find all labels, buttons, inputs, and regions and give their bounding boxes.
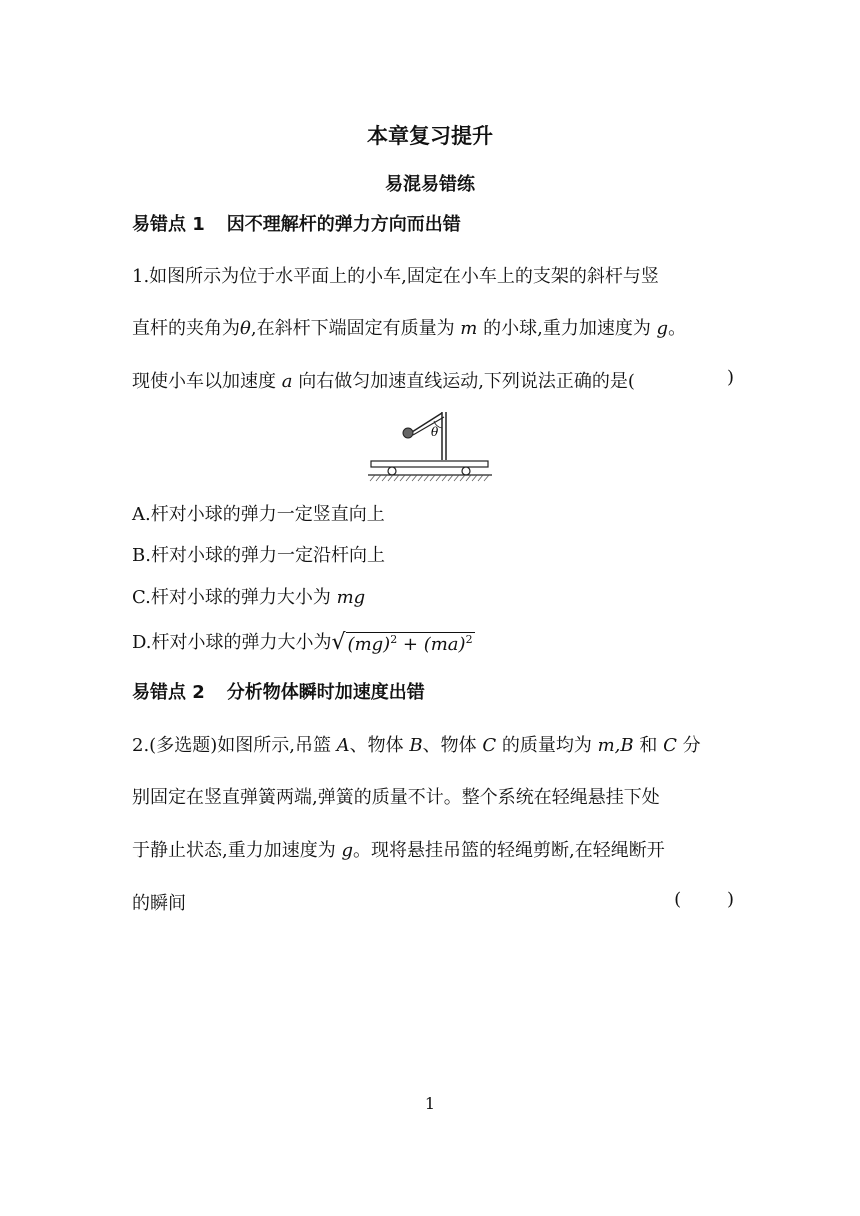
wheel-icon <box>388 467 396 475</box>
q1-text: 。 <box>668 318 687 339</box>
q2-text: 。现将悬挂吊篮的轻绳剪断,在轻绳断开 <box>352 840 665 861</box>
ball-icon <box>403 428 413 438</box>
cart-body <box>371 461 488 467</box>
error-point-2-title: 分析物体瞬时加速度出错 <box>226 682 425 703</box>
q1-option-d <box>132 628 475 655</box>
q1-option-c-math: mg <box>336 587 366 608</box>
q1-text: 的小球,重力加速度为 <box>477 318 657 339</box>
exponent-2: 2 <box>465 632 473 646</box>
q2-text: 于静止状态,重力加速度为 <box>132 840 342 861</box>
q1-option-c <box>132 583 365 609</box>
wheel-icon <box>462 467 470 475</box>
q2-text: 分 <box>676 735 701 756</box>
sqrt-expression <box>331 629 475 655</box>
q1-answer-paren-close: ) <box>726 367 734 388</box>
ground-hatching <box>370 475 489 481</box>
section-subtitle: 易混易错练 <box>385 174 475 195</box>
mass-b-symbol: m,B <box>597 735 634 756</box>
theta-symbol: θ <box>240 318 251 339</box>
q1-option-a: A.杆对小球的弹力一定竖直向上 <box>132 504 385 525</box>
mass-symbol: m <box>460 318 478 339</box>
object-c-symbol: C <box>663 735 677 756</box>
q1-text: ,在斜杆下端固定有质量为 <box>250 318 461 339</box>
error-point-2-heading <box>132 678 425 704</box>
q2-text: 、物体 <box>349 735 410 756</box>
q2-line-2: 别固定在竖直弹簧两端,弹簧的质量不计。整个系统在轻绳悬挂下处 <box>132 787 660 808</box>
radical-icon: √ <box>331 629 346 655</box>
page-number: 1 <box>424 1094 436 1113</box>
gravity-symbol: g <box>341 840 353 861</box>
q1-text: 现使小车以加速度 <box>132 371 282 392</box>
q1-option-c-text: C.杆对小球的弹力大小为 <box>132 587 337 608</box>
q1-line-3 <box>132 367 736 393</box>
q2-answer-paren: ( ) <box>674 889 734 910</box>
exponent-1: 2 <box>390 632 398 646</box>
q2-text: 2.(多选题)如图所示,吊篮 <box>132 735 337 756</box>
object-b-symbol: B <box>409 735 423 756</box>
radicand <box>346 632 475 655</box>
gravity-symbol: g <box>656 318 669 339</box>
q2-line-4: 的瞬间 <box>132 893 186 914</box>
error-point-1-title: 因不理解杆的弹力方向而出错 <box>226 214 461 235</box>
basket-symbol: A <box>336 735 350 756</box>
q1-line-2 <box>132 314 736 340</box>
chapter-title: 本章复习提升 <box>367 124 493 148</box>
cart-rod-ball-figure <box>368 408 492 484</box>
q2-line-1 <box>132 731 736 757</box>
error-point-1-heading <box>132 210 461 236</box>
q2-text: 、物体 <box>422 735 483 756</box>
radicand-term-1: (mg) <box>347 633 391 655</box>
acceleration-symbol: a <box>281 371 293 392</box>
q2-text: 的质量均为 <box>496 735 598 756</box>
slanted-rod-edge <box>413 417 444 435</box>
q1-text: 向右做匀加速直线运动,下列说法正确的是( <box>292 371 635 392</box>
q2-line-3 <box>132 836 736 862</box>
error-point-2-number: 易错点 2 <box>132 682 205 703</box>
plus-sign: + <box>397 633 424 655</box>
object-c-symbol: C <box>482 735 497 756</box>
q1-option-d-text: D.杆对小球的弹力大小为 <box>132 632 332 653</box>
q1-text: 直杆的夹角为 <box>132 318 240 339</box>
radicand-term-2: (ma) <box>423 633 466 655</box>
q2-text: 和 <box>633 735 664 756</box>
q1-line-1: 1.如图所示为位于水平面上的小车,固定在小车上的支架的斜杆与竖 <box>132 266 659 287</box>
theta-label: θ <box>431 425 439 439</box>
error-point-1-number: 易错点 1 <box>132 214 205 235</box>
q1-option-b: B.杆对小球的弹力一定沿杆向上 <box>132 545 385 566</box>
